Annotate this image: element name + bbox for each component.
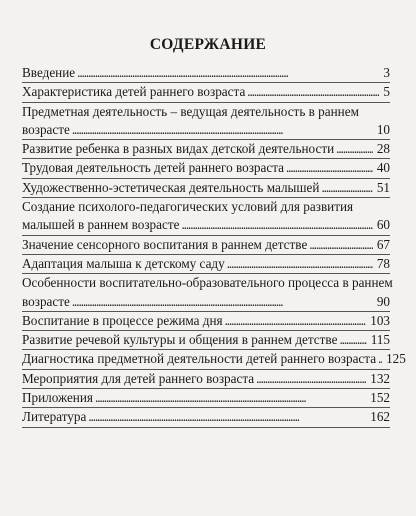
toc-entry-text: возрасте: [22, 293, 70, 309]
toc-entry: [22, 236, 390, 255]
toc-entry-line: [22, 140, 390, 158]
toc-entry-line: [22, 389, 390, 407]
toc-page-number: 125: [386, 351, 406, 367]
table-of-contents: [22, 64, 406, 428]
toc-entry: [22, 64, 390, 83]
toc-entry: [22, 331, 390, 350]
toc-page-number: 3: [383, 65, 390, 80]
toc-page-number: 132: [370, 370, 390, 386]
page-title: СОДЕРЖАНИЕ: [149, 36, 267, 53]
toc-entry-text: Значение сенсорного воспитания в раннем детстве: [22, 236, 308, 252]
toc-entry: [22, 255, 390, 274]
toc-entry-line: [22, 159, 390, 177]
dot-leader: [72, 293, 373, 311]
toc-entry: [22, 389, 390, 408]
toc-entry-text: Трудовая деятельность детей раннего возраста: [22, 160, 284, 176]
toc-entry: [22, 83, 390, 102]
dot-leader: [256, 370, 366, 388]
toc-entry-text: Воспитание в процессе режима дня: [22, 312, 223, 328]
toc-entry-line: [22, 350, 406, 368]
toc-page-number: 10: [376, 121, 390, 137]
underline-rule: [22, 427, 390, 428]
toc-entry-line: [22, 236, 390, 254]
toc-entry-line: [22, 216, 390, 234]
toc-entry: [22, 159, 390, 178]
toc-entry-text: Приложения: [22, 390, 93, 406]
toc-entry-text: Художественно-эстетическая деятельность малышей: [22, 179, 320, 195]
toc-entry: [22, 198, 390, 236]
toc-entry-text: возрасте: [22, 121, 70, 137]
toc-entry-text: Развитие речевой культуры и общения в раннем детстве: [22, 332, 338, 348]
toc-entry-text: Введение: [22, 65, 76, 80]
toc-page-number: 28: [376, 141, 390, 157]
toc-entry-line: [22, 64, 390, 82]
toc-entry-line: [22, 370, 390, 388]
toc-entry: [22, 103, 390, 141]
dot-leader: [339, 331, 366, 349]
toc-page-number: 40: [376, 160, 390, 176]
toc-page-number: 67: [376, 236, 390, 252]
toc-entry-text: Диагностика предметной деятельности детей раннего возраста: [22, 351, 377, 367]
dot-leader: [181, 216, 372, 234]
dot-leader: [336, 140, 373, 158]
dot-leader: [77, 64, 379, 82]
dot-leader: [227, 255, 373, 273]
dot-leader: [378, 350, 382, 368]
toc-entry: [22, 312, 390, 331]
toc-entry: [22, 370, 390, 389]
toc-entry-line: [22, 255, 390, 273]
toc-entry-text: Создание психолого-педагогических условий для развития: [22, 199, 354, 215]
toc-entry-text: Характеристика детей раннего возраста: [22, 84, 246, 100]
toc-page-number: 78: [376, 255, 390, 271]
toc-entry-text: Особенности воспитательно-образовательного процесса в раннем: [22, 275, 393, 291]
toc-entry-line: [22, 293, 390, 311]
toc-entry: [22, 140, 390, 159]
toc-entry-text: Развитие ребенка в разных видах детской деятельности: [22, 141, 335, 157]
toc-entry-line: [22, 179, 390, 197]
toc-page-number: 152: [370, 390, 390, 406]
dot-leader: [88, 408, 366, 426]
dot-leader: [95, 389, 366, 407]
toc-entry: [22, 274, 393, 312]
toc-page-number: 51: [376, 179, 390, 195]
dot-leader: [72, 121, 373, 139]
toc-page-number: 5: [383, 84, 390, 100]
toc-entry-line: [22, 83, 390, 101]
toc-entry-line: [22, 312, 390, 330]
dot-leader: [286, 159, 373, 177]
toc-entry-text: малышей в раннем возрасте: [22, 217, 180, 233]
toc-entry-text: Мероприятия для детей раннего возраста: [22, 370, 255, 386]
dot-leader: [321, 179, 372, 197]
toc-entry-text: Адаптация малыша к детскому саду: [22, 255, 225, 271]
toc-page-number: 162: [370, 409, 390, 425]
toc-page-number: 103: [370, 312, 390, 328]
toc-entry-line: [22, 331, 390, 349]
toc-page-number: 90: [376, 293, 390, 309]
toc-entry-text: Литература: [22, 409, 87, 425]
toc-entry: [22, 408, 390, 427]
dot-leader: [309, 236, 373, 254]
dot-leader: [247, 83, 379, 101]
toc-entry: [22, 179, 390, 198]
toc-entry: [22, 350, 406, 369]
toc-entry-text: Предметная деятельность – ведущая деятельность в раннем: [22, 103, 359, 119]
toc-entry-line: [22, 121, 390, 139]
toc-page-number: 115: [370, 332, 390, 348]
toc-entry-line: [22, 408, 390, 426]
dot-leader: [225, 312, 367, 330]
toc-page-number: 60: [376, 217, 390, 233]
